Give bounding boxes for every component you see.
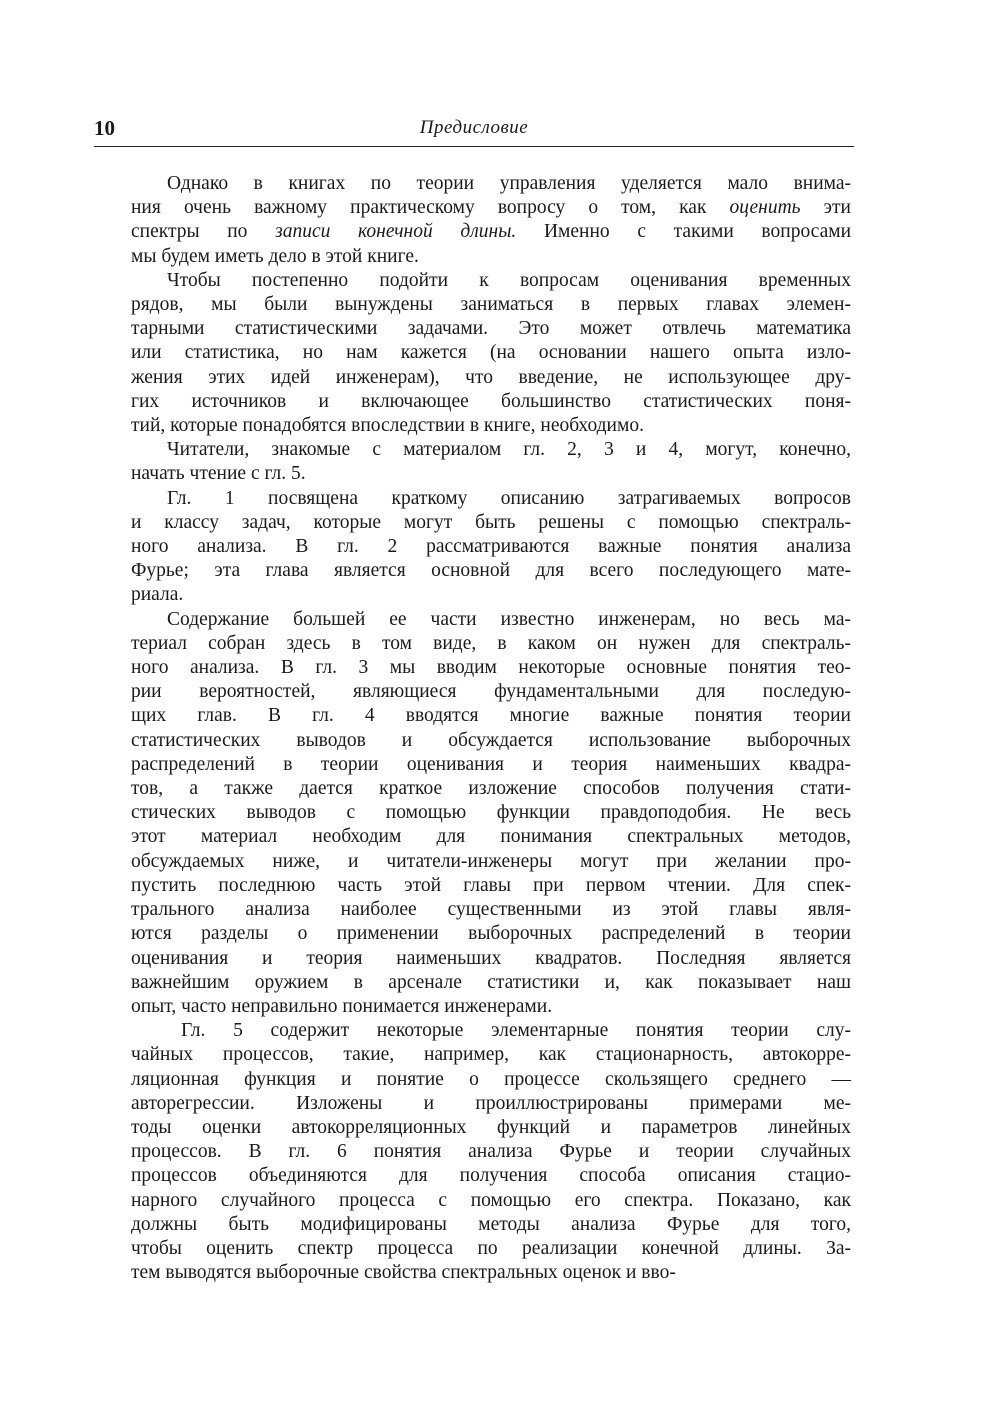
text-line: трального анализа наиболее существенными из этой главы явля- — [131, 899, 851, 921]
text-line: спектры по записи конечной длины. Именно с такими вопросами — [131, 221, 851, 243]
text-line: рядов, мы были вынуждены заниматься в первых главах элемен- — [131, 294, 851, 316]
text-line: рии вероятностей, являющиеся фундаментальными для последую- — [131, 681, 851, 703]
text-line: оценивания и теория наименьших квадратов. Последняя является — [131, 947, 851, 969]
text-line: териал собран здесь в том виде, в каком он нужен для спектраль- — [131, 632, 851, 654]
text-line: этот материал необходим для понимания спектральных методов, — [131, 826, 851, 848]
running-head — [94, 110, 854, 147]
body-text — [95, 172, 851, 1285]
text-line: чтобы оценить спектр процесса по реализации конечной длины. За- — [131, 1237, 851, 1259]
text-line: ного анализа. В гл. 2 рассматриваются важные понятия анализа — [131, 536, 851, 558]
text-line: опыт, часто неправильно понимается инженерами. — [131, 995, 553, 1017]
text-line: Однако в книгах по теории управления уделяется мало внима- — [167, 173, 851, 194]
text-line: Читатели, знакомые с материалом гл. 2, 3 и 4, могут, конечно, — [167, 439, 851, 461]
text-line: чайных процессов, такие, например, как стационарность, автокорре- — [131, 1044, 851, 1066]
text-line: должны быть модифицированы методы анализа Фурье для того, — [131, 1213, 851, 1235]
text-line: процессов. В гл. 6 понятия анализа Фурье и теории случайных — [131, 1141, 851, 1163]
text-line: риала. — [131, 584, 184, 606]
paragraph — [95, 1019, 851, 1285]
text-line: пустить последнюю часть этой главы при первом чтении. Для спек- — [131, 874, 851, 896]
text-line: стических выводов с помощью функции правдоподобия. Не весь — [131, 802, 851, 824]
text-line: начать чтение с гл. 5. — [131, 463, 306, 485]
text-line: тий, которые понадобятся впоследствии в книге, необходимо. — [131, 415, 644, 437]
emphasized-text: записи конечной длины. — [275, 221, 517, 243]
text-line: распределений в теории оценивания и теория наименьших квадра- — [131, 753, 851, 775]
text-line: Фурье; эта глава является основной для всего последующего мате- — [131, 560, 851, 582]
text-line: жения этих идей инженерам), что введение, не использующее дру- — [131, 366, 851, 388]
text-line: Чтобы постепенно подойти к вопросам оценивания временных — [167, 269, 851, 291]
text-line: ются разделы о применении выборочных распределений в теории — [131, 923, 851, 945]
text-line: ляционная функция и понятие о процессе скользящего среднего — — [131, 1068, 851, 1090]
text-line: или статистика, но нам кажется (на основании нашего опыта изло- — [131, 342, 851, 364]
text-line: мы будем иметь дело в этой книге. — [131, 245, 419, 267]
text-line: тем выводятся выборочные свойства спектральных оценок и вво- — [131, 1262, 676, 1284]
text-line: и классу задач, которые могут быть решены с помощью спектраль- — [131, 511, 851, 533]
text-line: Содержание большей ее части известно инженерам, но весь ма- — [167, 608, 851, 630]
page-number: 10 — [94, 116, 115, 140]
text-line: тов, а также дается краткое изложение способов получения стати- — [131, 778, 851, 800]
paragraph — [95, 487, 851, 608]
paragraph — [95, 172, 851, 269]
text-line: щих глав. В гл. 4 вводятся многие важные понятия теории — [131, 705, 851, 727]
text-line: процессов объединяются для получения способа описания стацио- — [131, 1165, 851, 1187]
text-line: Гл. 5 содержит некоторые элементарные понятия теории слу- — [181, 1020, 851, 1042]
text-line: статистических выводов и обсуждается использование выборочных — [131, 729, 851, 751]
text-line: ного анализа. В гл. 3 мы вводим некоторые основные понятия тео- — [131, 657, 851, 679]
emphasized-text: оценить — [729, 197, 801, 219]
text-line: ния очень важному практическому вопросу о том, как оценить эти — [131, 197, 851, 219]
paragraph — [95, 438, 851, 486]
paragraph — [95, 269, 851, 438]
text-line: тарными статистическими задачами. Это может отвлечь математика — [131, 318, 851, 340]
text-line: обсуждаемых ниже, и читатели-инженеры могут при желании про- — [131, 850, 851, 872]
paragraph — [95, 608, 851, 1019]
text-line: гих источников и включающее большинство статистических поня- — [131, 390, 851, 412]
text-line: Гл. 1 посвящена краткому описанию затрагиваемых вопросов — [167, 487, 851, 509]
text-line: авторегрессии. Изложены и проиллюстрированы примерами ме- — [131, 1092, 851, 1114]
text-line: тоды оценки автокорреляционных функций и параметров линейных — [131, 1116, 851, 1138]
text-line: важнейшим оружием в арсенале статистики и, как показывает наш — [131, 971, 851, 993]
text-line: нарного случайного процесса с помощью его спектра. Показано, как — [131, 1189, 851, 1211]
running-head-title: Предисловие — [419, 117, 529, 138]
